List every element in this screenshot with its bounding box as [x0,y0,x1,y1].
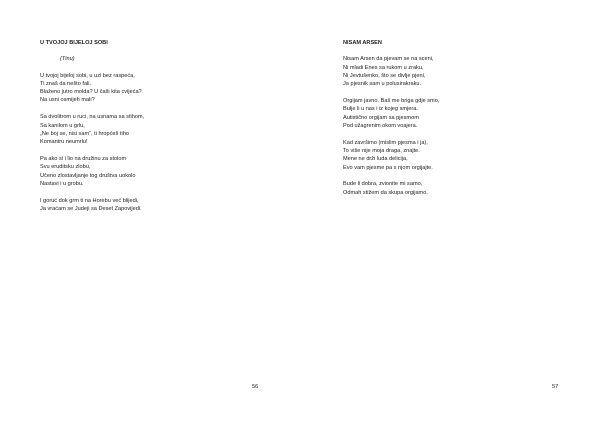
poem-u-tvojoj-bijeloj-sobi [40,39,280,222]
poem-nisam-arsen [343,39,583,205]
verse-line: Ti znaš da nešto fali. [40,80,92,87]
page-number: 56 [252,384,259,390]
verse-line: Ni mladi Enes sa rukom u zraku, [343,64,424,71]
verse-line: Ni Jevtušenko, što se divlje pjeni, [343,72,426,79]
poem-title: NISAM ARSEN [343,40,382,46]
verse-line: „Ne boj se, nisi sam”, ti hropćeš tiho [40,130,129,137]
verse-line: Nastavi i u grobu. [40,180,84,187]
poem-title: U TVOJOJ BIJELOJ SOBI [40,40,108,46]
verse-line: Pa ako si i lio na družinu za stolom [40,155,127,162]
verse-line: Blaženo jutro molda? U čaši kita cvijeća? [40,89,142,96]
stanza [40,113,280,146]
verse-line: Na usni osmijeh mali? [40,97,95,104]
stanza [343,139,583,172]
verse-line: Svu eruditsku zlobu, [40,164,91,171]
verse-line: Ja pjesnik sam u polusirakraku. [343,81,422,88]
verse-line: Kad završimo (mislim pjesma i ja), [343,139,428,146]
stanza [40,72,280,105]
verse-line: Komantru neumrlu! [40,139,88,146]
stanza [343,55,583,88]
verse-line: Sa dvolitrom u ruci, na usnama sa stihom, [40,114,145,121]
verse-line: Orgijam javno. Baš me briga gdje smo, [343,97,440,104]
verse-line: Sa kanilom u grlu, [40,122,85,129]
stanza [40,155,280,188]
stanza [343,97,583,130]
verse-line: Bude li dobra, zvionite mi samo, [343,181,423,188]
stanza [40,197,280,214]
stanza [343,180,583,197]
verse-line: Učeno zlostavljanje tog društva uokolo [40,172,136,179]
verse-line: Ja vraćam se Judeji sa Deset Zapovijedi. [40,205,142,212]
verse-line: To više nije moja draga, znajte. [343,147,420,154]
right-page [300,0,600,423]
verse-line: Evo vam pjesme pa s njom orgijajte. [343,164,433,171]
verse-line: Pod užagrenim okom voajera. [343,122,418,129]
poem-dedication: (Tinu) [60,56,75,63]
verse-line: Odmah stižem da skupa orgijamo. [343,189,428,196]
verse-line: Autistično orgijam sa pjesmom [343,114,419,121]
verse-line: U tvojoj bijeloj sobi, u uzi bez raspeća, [40,72,135,79]
page-number: 57 [552,384,559,390]
verse-line: Mene ne drži luda delicija, [343,156,408,163]
verse-line: Nisam Arsen da pjevam se na sceni, [343,56,434,63]
verse-line: Bulje li u nas i iz kojeg smjera. [343,106,418,113]
verse-line: I goruć dok grm ti na Horebu već blijedi, [40,197,139,204]
